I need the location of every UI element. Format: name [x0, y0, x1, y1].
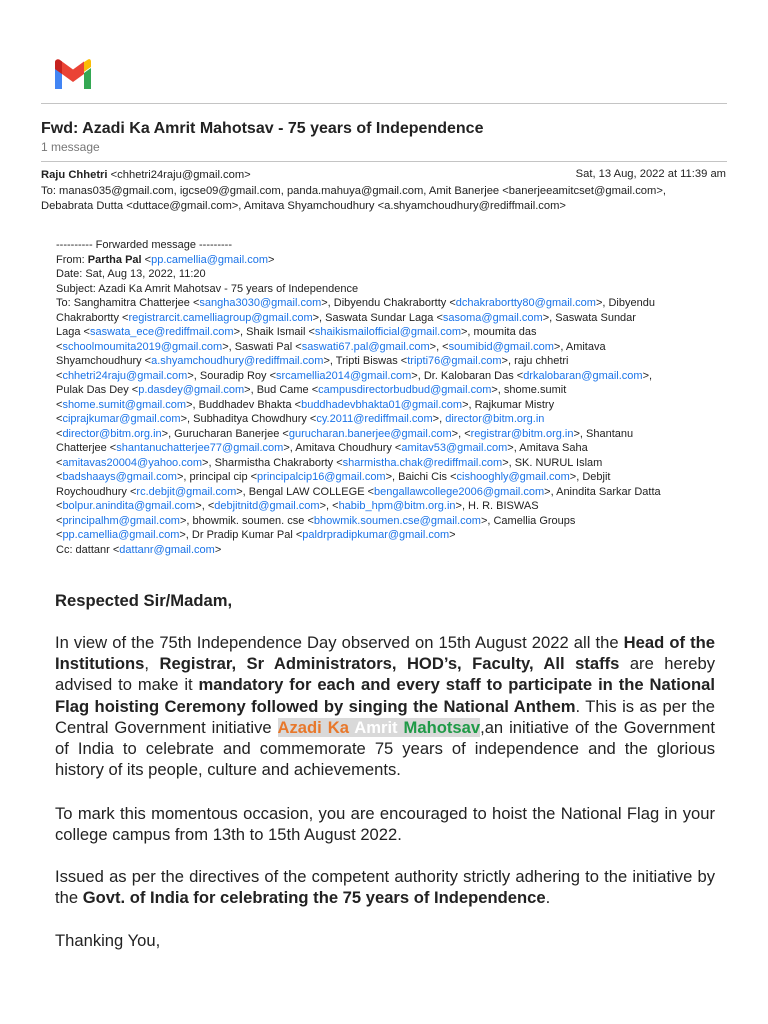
forwarded-recipient-line	[56, 354, 732, 369]
recipient-email-link[interactable]: sharmistha.chak@rediffmail.com	[342, 456, 503, 469]
recipient-email-link[interactable]: chhetri24raju@gmail.com	[62, 369, 188, 382]
recipients-line-2: Debabrata Dutta <duttace@gmail.com>, Amitava Shyamchoudhury <a.shyamchoudhury@rediffmail.com>	[41, 200, 566, 212]
recipient-email-link[interactable]: tripti76@gmail.com	[407, 355, 502, 367]
email-date: Sat, 13 Aug, 2022 at 11:39 am	[575, 168, 726, 180]
recipient-email-link[interactable]: gurucharan.banerjee@gmail.com	[288, 427, 452, 440]
recipient-text: <	[56, 398, 63, 411]
recipient-text: <	[56, 340, 63, 353]
forwarded-recipient-line	[56, 325, 732, 340]
forwarded-recipient-line	[56, 456, 732, 471]
recipient-email-link[interactable]: principalcip16@gmail.com	[257, 471, 386, 483]
recipient-email-link[interactable]: p.dasdey@gmail.com	[138, 384, 245, 396]
recipient-text: >, Subhaditya Chowdhury <	[180, 413, 317, 425]
recipient-email-link[interactable]: campusdirectorbudbud@gmail.com	[318, 384, 492, 396]
recipient-email-link[interactable]: bolpur.anindita@gmail.com	[62, 500, 196, 512]
sender-name: Raju Chhetri	[41, 169, 108, 181]
recipient-email-link[interactable]: paldrpradipkumar@gmail.com	[302, 529, 450, 541]
forwarded-recipient-line	[56, 485, 732, 500]
recipient-email-link[interactable]: shome.sumit@gmail.com	[62, 398, 187, 411]
recipient-email-link[interactable]: bengallawcollege2006@gmail.com	[374, 485, 545, 498]
recipient-text: >, Amitava	[553, 340, 606, 353]
recipient-email-link[interactable]: registrar@bitm.org.in	[470, 427, 574, 440]
forwarded-from-email-link[interactable]: pp.camellia@gmail.com	[151, 253, 269, 266]
forwarded-divider: ---------- Forwarded message ---------	[56, 239, 232, 251]
recipient-text: <	[56, 427, 63, 440]
recipient-text: >, Amitava Choudhury <	[283, 442, 402, 454]
recipient-text: Pulak Das Dey <	[56, 384, 139, 396]
forwarded-recipient-line	[56, 514, 732, 529]
recipient-email-link[interactable]: ciprajkumar@gmail.com	[62, 413, 181, 425]
recipient-text: >, Debjit	[569, 471, 611, 483]
recipient-text: >, raju chhetri	[501, 355, 569, 367]
azadi-ka-amrit-mahotsav-highlight: Azadi Ka Amrit Mahotsav	[277, 717, 481, 737]
recipient-text: <	[56, 529, 63, 541]
recipient-email-link[interactable]: badshaays@gmail.com	[62, 471, 177, 483]
letter-greeting: Respected Sir/Madam,	[55, 591, 233, 610]
message-count: 1 message	[41, 140, 100, 154]
recipient-text: >, Saswata Sundar Laga <	[312, 311, 443, 324]
recipient-email-link[interactable]: srcamellia2014@gmail.com	[276, 369, 412, 382]
letter-paragraph-3: Issued as per the directives of the competent authority strictly adhering to the initiative by the Govt. of India for celebrating the 75 years of Independence.	[55, 867, 715, 908]
letter-paragraph-1: In view of the 75th Independence Day observed on 15th August 2022 all the Head of the Institutions, Registrar, Sr Administrators, HOD’s, Faculty, All staffs are hereby advised to make it mandatory for each and every staff to participate in the National Flag hoisting Ceremony followed by singing the National Anthem. This is as per the Central Government initiative Azadi Ka Amrit Mahotsav,an initiative of the Government of India to celebrate and commemorate 75 years of independence and the glorious history of its people, culture and achievements.	[55, 633, 716, 780]
recipients-line-1: To: manas035@gmail.com, igcse09@gmail.com, panda.mahuya@gmail.com, Amit Banerjee <banerjeeamitcset@gmail.com>,	[41, 185, 666, 197]
recipient-text: Roychoudhury <	[56, 485, 137, 498]
recipient-text: >, SK. NURUL Islam	[502, 456, 603, 469]
recipient-text: >, Dr Pradip Kumar Pal <	[179, 529, 303, 541]
recipient-email-link[interactable]: amitavas20004@yahoo.com	[62, 456, 203, 469]
recipient-email-link[interactable]: buddhadevbhakta01@gmail.com	[301, 398, 463, 411]
recipient-email-link[interactable]: rc.debjit@gmail.com	[136, 485, 237, 498]
recipient-email-link[interactable]: cy.2011@rediffmail.com	[316, 413, 433, 425]
email-subject: Fwd: Azadi Ka Amrit Mahotsav - 75 years of Independence	[41, 120, 484, 137]
recipient-text: >, shome.sumit	[491, 384, 567, 396]
forwarded-recipient-line	[56, 470, 732, 485]
forwarded-recipient-line	[56, 340, 732, 355]
forwarded-from: From: Partha Pal <pp.camellia@gmail.com>	[56, 253, 275, 266]
recipient-email-link[interactable]: director@bitm.org.in	[445, 413, 545, 425]
recipient-text: >, bhowmik. soumen. cse <	[179, 514, 314, 527]
recipient-email-link[interactable]: a.shyamchoudhury@rediffmail.com	[151, 355, 324, 367]
recipient-text: >, <	[451, 427, 471, 440]
recipient-text: Chatterjee <	[56, 442, 117, 454]
forwarded-recipient-line	[56, 528, 732, 543]
recipient-text: >, Camellia Groups	[480, 514, 576, 527]
recipient-text: >, <	[429, 340, 449, 353]
recipient-text: >,	[642, 369, 653, 382]
recipient-text: >, Bengal LAW COLLEGE <	[236, 485, 375, 498]
message-divider	[41, 161, 727, 162]
recipient-text: >, Saswata Sundar	[542, 311, 636, 324]
forwarded-recipient-line	[56, 398, 732, 413]
sender-line	[41, 168, 251, 183]
recipient-text: Cc: dattanr <	[56, 543, 120, 556]
recipient-text: >, Baichi Cis <	[385, 471, 457, 483]
recipient-text: >, <	[195, 500, 215, 512]
recipient-text: >, Dibyendu Chakrabortty <	[321, 297, 456, 309]
forwarded-recipient-line	[56, 383, 732, 398]
letter-paragraph-2: To mark this momentous occasion, you are encouraged to hoist the National Flag in your college campus from 13th to 15th August 2022.	[55, 804, 715, 845]
forwarded-recipient-line	[56, 543, 732, 558]
recipient-email-link[interactable]: director@bitm.org.in	[62, 427, 162, 440]
recipient-text: <	[56, 514, 63, 527]
recipient-email-link[interactable]: dattanr@gmail.com	[119, 543, 215, 556]
recipient-text: >, Amitava Saha	[507, 442, 588, 454]
recipient-text: >, Shaik Ismail <	[233, 326, 315, 338]
recipient-email-link[interactable]: pp.camellia@gmail.com	[62, 529, 180, 541]
recipient-text: >, Souradip Roy <	[187, 369, 276, 382]
forwarded-message	[56, 238, 732, 557]
recipient-email-link[interactable]: amitav53@gmail.com	[401, 442, 508, 454]
recipient-text: >	[449, 529, 456, 541]
recipient-text: >, H. R. BISWAS	[455, 500, 539, 512]
recipient-text: >, Sharmistha Chakraborty <	[202, 456, 343, 469]
recipient-email-link[interactable]: principalhm@gmail.com	[62, 514, 180, 527]
recipient-email-link[interactable]: sasoma@gmail.com	[442, 311, 543, 324]
forwarded-from-name: Partha Pal	[87, 253, 142, 266]
recipient-email-link[interactable]: schoolmoumita2019@gmail.com	[62, 340, 223, 353]
recipient-email-link[interactable]: saswata_ece@rediffmail.com	[89, 326, 234, 338]
forwarded-recipient-line	[56, 412, 732, 427]
forwarded-recipients	[56, 296, 732, 557]
recipient-text: >, moumita das	[460, 326, 537, 338]
recipient-text: >, Bud Came <	[244, 384, 319, 396]
recipient-text: >, Buddhadev Bhakta <	[186, 398, 302, 411]
recipient-email-link[interactable]: soumibid@gmail.com	[448, 340, 554, 353]
recipient-text: Shyamchoudhury <	[56, 355, 152, 367]
forwarded-recipient-line	[56, 441, 732, 456]
recipient-email-link[interactable]: sangha3030@gmail.com	[199, 297, 322, 309]
recipient-text: <	[56, 500, 63, 512]
recipient-email-link[interactable]: shaikismailofficial@gmail.com	[314, 326, 461, 338]
recipient-text: <	[56, 456, 63, 469]
recipient-text: >, <	[319, 500, 339, 512]
forwarded-recipient-line	[56, 427, 732, 442]
recipient-text: <	[56, 471, 63, 483]
header-divider	[41, 103, 727, 104]
recipient-text: >, Tripti Biswas <	[323, 355, 408, 367]
forwarded-recipient-line	[56, 311, 732, 326]
recipient-text: Laga <	[56, 326, 90, 338]
forwarded-subject: Subject: Azadi Ka Amrit Mahotsav - 75 years of Independence	[56, 282, 359, 295]
letter-closing: Thanking You,	[55, 931, 161, 950]
recipient-text: >, principal cip <	[176, 471, 258, 483]
recipient-text: >, Saswati Pal <	[222, 340, 302, 353]
recipient-email-link[interactable]: shantanuchatterjee77@gmail.com	[116, 442, 284, 454]
gmail-logo-icon	[52, 58, 94, 90]
recipient-text: >	[214, 543, 222, 556]
recipient-text: <	[56, 413, 63, 425]
recipient-text: Chakrabortty <	[56, 311, 129, 324]
forwarded-date: Date: Sat, Aug 13, 2022, 11:20	[56, 268, 206, 280]
recipient-text: >, Dibyendu	[595, 297, 655, 309]
recipient-text: >, Dr. Kalobaran Das <	[411, 369, 524, 382]
recipient-email-link[interactable]: saswati67.pal@gmail.com	[301, 340, 430, 353]
recipient-text: >,	[432, 413, 446, 425]
recipient-text: >, Anindita Sarkar Datta	[544, 485, 661, 498]
recipient-email-link[interactable]: registrarcit.camelliagroup@gmail.com	[128, 311, 313, 324]
recipient-email-link[interactable]: drkalobaran@gmail.com	[523, 369, 643, 382]
recipient-text: >, Shantanu	[573, 427, 634, 440]
recipient-email-link[interactable]: cishooghly@gmail.com	[456, 471, 570, 483]
recipient-email-link[interactable]: debjitnitd@gmail.com	[214, 500, 320, 512]
forwarded-recipient-line	[56, 296, 732, 311]
forwarded-recipient-line	[56, 369, 732, 384]
recipient-email-link[interactable]: bhowmik.soumen.cse@gmail.com	[313, 514, 481, 527]
recipient-email-link[interactable]: habib_hpm@bitm.org.in	[338, 500, 456, 512]
sender-email: <chhetri24raju@gmail.com>	[110, 169, 251, 181]
forwarded-recipient-line	[56, 499, 732, 514]
recipient-text: >, Rajkumar Mistry	[462, 398, 555, 411]
recipient-text: To: Sanghamitra Chatterjee <	[56, 297, 200, 309]
recipient-text: >, Gurucharan Banerjee <	[161, 427, 289, 440]
recipient-email-link[interactable]: dchakrabortty80@gmail.com	[455, 297, 596, 309]
recipient-text: <	[56, 369, 63, 382]
